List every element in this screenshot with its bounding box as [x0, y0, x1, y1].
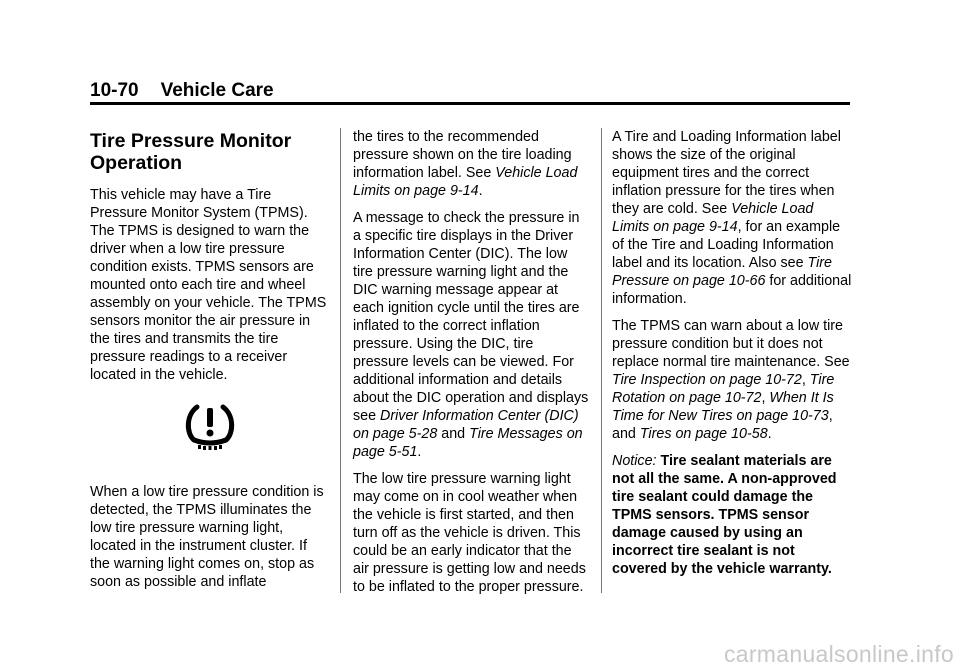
column-1: [90, 128, 330, 600]
cross-reference-link[interactable]: Tire Pressure on page 10-66: [612, 255, 833, 289]
cross-reference-link[interactable]: Tire Inspection on page 10-72: [612, 372, 802, 388]
paragraph: When a low tire pressure condition is detected, the TPMS illuminates the low tire pressure warning light, located in the instrument cluster. If the warning light comes on, stop as soon as possible and inflate: [90, 484, 324, 590]
tire-pressure-warning-icon: [90, 402, 330, 455]
section-title: Vehicle Care: [160, 80, 274, 101]
cross-reference-link[interactable]: Driver Information Center (DIC) on page 5-28: [353, 408, 579, 442]
notice-label: Notice:: [612, 453, 657, 469]
cross-reference-link[interactable]: When It Is Time for New Tires on page 10-73: [612, 390, 834, 424]
column-2: [353, 128, 589, 605]
page-header: [90, 80, 274, 102]
paragraph: The TPMS can warn about a low tire pressure condition but it does not replace normal tire maintenance. See Tire Inspection on page 10-72, Tire Rotation on page 10-72, When It Is Time for New Tires on page 10-73, and Tires on page 10-58.: [612, 318, 850, 442]
header-rule: [90, 102, 850, 105]
column-3: [612, 128, 852, 587]
cross-reference-link[interactable]: Tire Messages on page 5-51: [353, 426, 583, 460]
paragraph: the tires to the recommended pressure shown on the tire loading information label. See Vehicle Load Limits on page 9-14.: [353, 129, 578, 199]
cross-reference-link[interactable]: Tire Rotation on page 10-72: [612, 372, 835, 406]
paragraph: This vehicle may have a Tire Pressure Monitor System (TPMS). The TPMS is designed to warn the driver when a low tire pressure condition exists. TPMS sensors are mounted onto each tire and wheel assembly on your vehicle. The TPMS sensors monitor the air pressure in the tires and transmits the tire pressure readings to a receiver located in the vehicle.: [90, 187, 327, 383]
page-number: 10-70: [90, 80, 139, 101]
section-heading: Tire Pressure Monitor Operation: [90, 130, 292, 174]
column-divider: [601, 128, 602, 593]
paragraph: The low tire pressure warning light may come on in cool weather when the vehicle is first started, and then turn off as the vehicle is driven. This could be an early indicator that the air pressure is getting low and needs to be inflated to the proper pressure.: [353, 471, 586, 595]
cross-reference-link[interactable]: Vehicle Load Limits on page 9-14: [612, 201, 814, 235]
column-divider: [340, 128, 341, 593]
notice-paragraph: Notice: Tire sealant materials are not all the same. A non-approved tire sealant could damage the TPMS sensors. TPMS sensor damage caused by using an incorrect tire sealant is not covered by the vehicle warranty.: [612, 453, 837, 577]
cross-reference-link[interactable]: Tires on page 10-58: [639, 426, 768, 442]
paragraph: A Tire and Loading Information label shows the size of the original equipment tires and the correct inflation pressure for the tires when they are cold. See Vehicle Load Limits on page 9-14, for an example of the Tire and Loading Information label and its location. Also see Tire Pressure on page 10-66 for additional information.: [612, 129, 852, 307]
watermark: carmanualsonline.info: [723, 641, 954, 667]
cross-reference-link[interactable]: Vehicle Load Limits on page 9-14: [353, 165, 578, 199]
paragraph: A message to check the pressure in a specific tire displays in the Driver Information Center (DIC). The low tire pressure warning light and the DIC warning message appear at each ignition cycle until the tires are inflated to the correct inflation pressure. Using the DIC, tire pressure levels can be viewed. For additional information and details about the DIC operation and displays see Driver Information Center (DIC) on page 5-28 and Tire Messages on page 5-51.: [353, 210, 589, 460]
